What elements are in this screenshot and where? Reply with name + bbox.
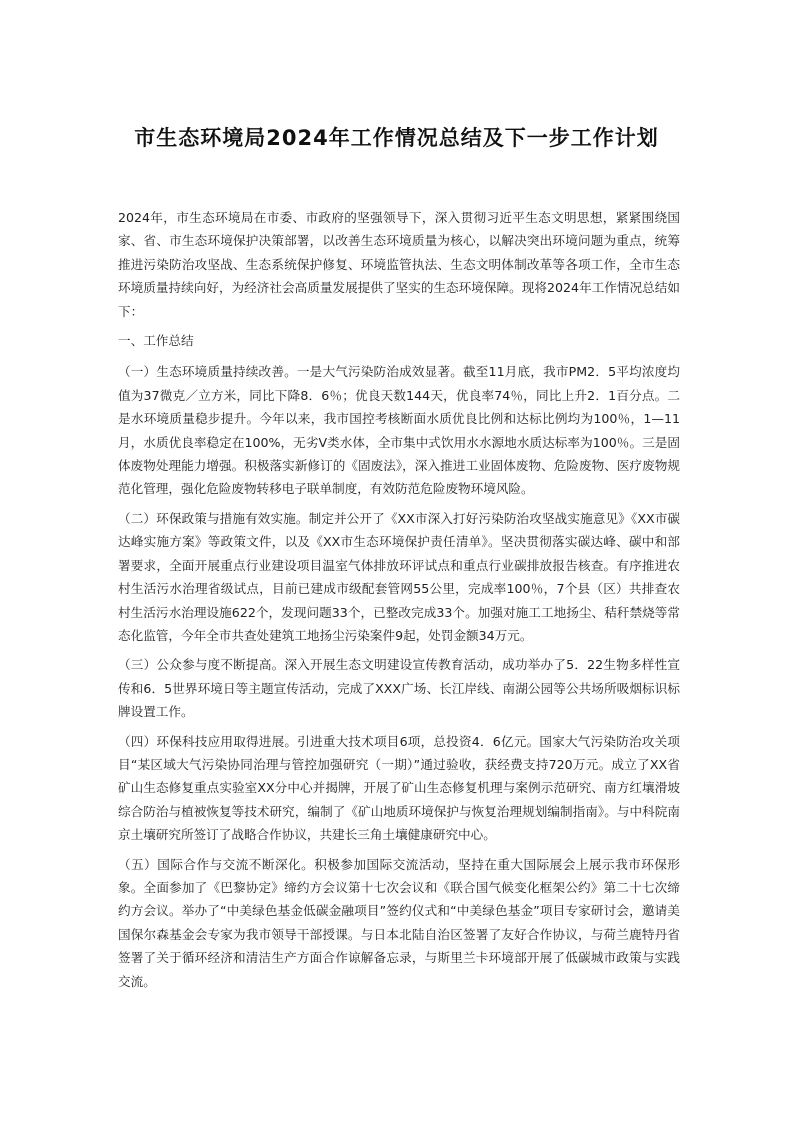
body-paragraph: （五）国际合作与交流不断深化。积极参加国际交流活动，坚持在重大国际展会上展示我市环保形象。全面参加了《巴黎协定》缔约方会议第十七次会议和《联合国气候变化框架公约》第二十七次缔约方会议。举办了“中美绿色基金低碳金融项目”签约仪式和“中美绿色基金”项目专家研讨会，邀请美国保尔森基金会专家为我市领导干部授课。与日本北陆自治区签署了友好合作协议，与荷兰鹿特丹省签署了关于循环经济和清洁生产方面合作谅解备忘录，与斯里兰卡环境部开展了低碳城市政策与实践交流。 (118, 856, 680, 989)
body-paragraph: （四）环保科技应用取得进展。引进重大技术项目6项，总投资4．6亿元。国家大气污染防治攻关项目“某区域大气污染协同治理与管控加强研究（一期）”通过验收，获经费支持720万元。成立了XX省矿山生态修复重点实验室XX分中心并揭牌，开展了矿山生态修复机理与案例示范研究、南方红壤滑坡综合防治与植被恢复等技术研究，编制了《矿山地质环境保护与恢复治理规划编制指南》。与中科院南京土壤研究所签订了战略合作协议，共建长三角土壤健康研究中心。 (118, 733, 680, 843)
body-paragraph: （三）公众参与度不断提高。深入开展生态文明建设宣传教育活动，成功举办了5．22生物多样性宣传和6．5世界环境日等主题宣传活动，完成了XXX广场、长江岸线、南湖公园等公共场所吸烟标识标牌设置工作。 (118, 657, 680, 720)
document-title: 市生态环境局2024年工作情况总结及下一步工作计划 (134, 126, 659, 150)
body-paragraph: （二）环保政策与措施有效实施。制定并公开了《XX市深入打好污染防治攻坚战实施意见》《XX市碳达峰实施方案》等政策文件，以及《XX市生态环境保护责任清单》。坚决贯彻落实碳达峰、碳中和部署要求，全面开展重点行业建设项目温室气体排放环评试点和重点行业碳排放报告核查。有序推进农村生活污水治理省级试点，目前已建成市级配套管网55公里，完成率100％，7个县（区）共排查农村生活污水治理设施622个，发现问题33个，已整改完成33个。加强对施工工地扬尘、秸秆禁烧等常态化监管，今年全市共查处建筑工地扬尘污染案件9起，处罚金额34万元。 (118, 510, 680, 643)
intro-paragraph: 2024年，市生态环境局在市委、市政府的坚强领导下，深入贯彻习近平生态文明思想，紧紧围绕国家、省、市生态环境保护决策部署，以改善生态环境质量为核心，以解决突出环境问题为重点，统筹推进污染防治攻坚战、生态系统保护修复、环境监管执法、生态文明体制改革等各项工作，全市生态环境质量持续向好，为经济社会高质量发展提供了坚实的生态环境保障。现将2024年工作情况总结如下： (118, 210, 680, 319)
section-heading: 一、工作总结 (118, 333, 194, 349)
document-body (118, 206, 680, 999)
body-paragraph: （一）生态环境质量持续改善。一是大气污染防治成效显著。截至11月底，我市PM2．5平均浓度均值为37微克／立方米，同比下降8．6％；优良天数144天，优良率74％，同比上升2．1百分点。二是水环境质量稳步提升。今年以来，我市国控考核断面水质优良比例和达标比例均为100％，1—11月，水质优良率稳定在100%，无劣V类水体，全市集中式饮用水水源地水质达标率为100％。三是固体废物处理能力增强。积极落实新修订的《固废法》，深入推进工业固体废物、危险废物、医疗废物规范化管理，强化危险废物转移电子联单制度，有效防范危险废物环境风险。 (118, 364, 680, 497)
